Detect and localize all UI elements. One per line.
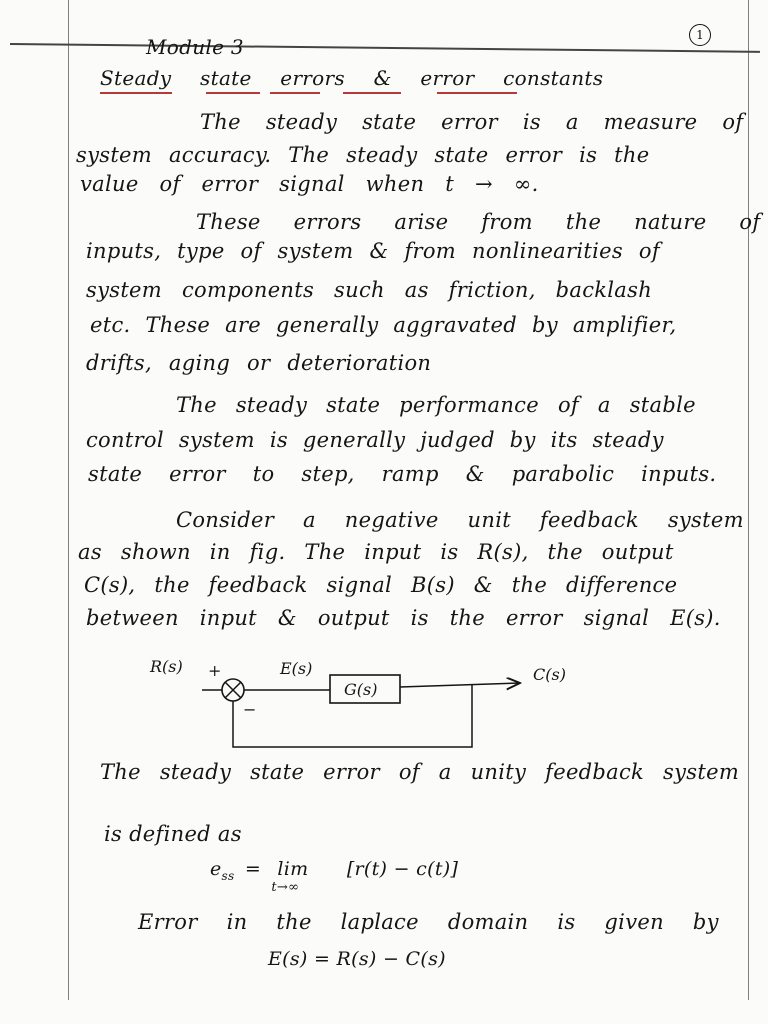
input-label: R(s) bbox=[150, 657, 183, 676]
transfer-function-label: G(s) bbox=[344, 680, 378, 699]
summing-junction bbox=[222, 679, 244, 701]
limit-subscript: t→∞ bbox=[271, 880, 300, 895]
plus-sign: + bbox=[208, 661, 222, 680]
ess-subscript: ss bbox=[221, 868, 235, 883]
text-line: The steady state performance of a stable bbox=[176, 393, 696, 417]
text-line: system accuracy. The steady state error is the bbox=[76, 143, 650, 167]
text-line: control system is generally judged by its steady bbox=[86, 428, 664, 452]
right-margin-line bbox=[748, 0, 749, 1000]
section-title-underline bbox=[437, 92, 517, 94]
text-line: inputs, type of system & from nonlinearities of bbox=[86, 239, 660, 263]
section-title-underline bbox=[343, 92, 401, 94]
minus-sign: − bbox=[243, 700, 257, 719]
limit-expression bbox=[271, 858, 309, 895]
text-line: drifts, aging or deterioration bbox=[86, 351, 432, 375]
text-line: is defined as bbox=[104, 822, 242, 846]
module-title: Module 3 bbox=[146, 35, 244, 59]
steady-state-error-formula bbox=[210, 858, 459, 895]
text-line: as shown in fig. The input is R(s), the output bbox=[78, 540, 674, 564]
text-line: system components such as friction, backlash bbox=[86, 278, 653, 302]
ess-symbol: e bbox=[210, 858, 222, 880]
text-line: These errors arise from the nature of bbox=[196, 210, 761, 234]
text-line: Error in the laplace domain is given by bbox=[138, 910, 719, 934]
text-line: C(s), the feedback signal B(s) & the difference bbox=[84, 573, 678, 597]
error-label: E(s) bbox=[280, 659, 313, 678]
error-difference: [r(t) − c(t)] bbox=[346, 858, 459, 880]
limit-operator: lim bbox=[277, 858, 309, 880]
section-title-underline bbox=[100, 92, 172, 94]
text-line: between input & output is the error signal E(s). bbox=[86, 606, 721, 630]
text-line: Consider a negative unit feedback system bbox=[176, 508, 744, 532]
laplace-error-formula: E(s) = R(s) − C(s) bbox=[268, 948, 446, 970]
top-rule-line bbox=[10, 43, 760, 53]
output-arrow-line bbox=[400, 683, 520, 687]
text-line: The steady state error of a unity feedback system bbox=[100, 760, 740, 784]
text-line: The steady state error is a measure of bbox=[200, 110, 744, 134]
section-title-underline bbox=[270, 92, 320, 94]
equals-sign: = bbox=[244, 858, 262, 880]
left-margin-line bbox=[68, 0, 69, 1000]
text-line: state error to step, ramp & parabolic inputs. bbox=[88, 462, 717, 486]
text-line: etc. These are generally aggravated by amplifier, bbox=[90, 313, 677, 337]
section-title-underline bbox=[206, 92, 260, 94]
output-label: C(s) bbox=[533, 665, 566, 684]
section-title: Steady state errors & error constants bbox=[100, 66, 604, 90]
feedback-block-diagram bbox=[140, 650, 600, 770]
text-line: value of error signal when t → ∞. bbox=[80, 172, 539, 196]
page-number: 1 bbox=[689, 24, 711, 46]
